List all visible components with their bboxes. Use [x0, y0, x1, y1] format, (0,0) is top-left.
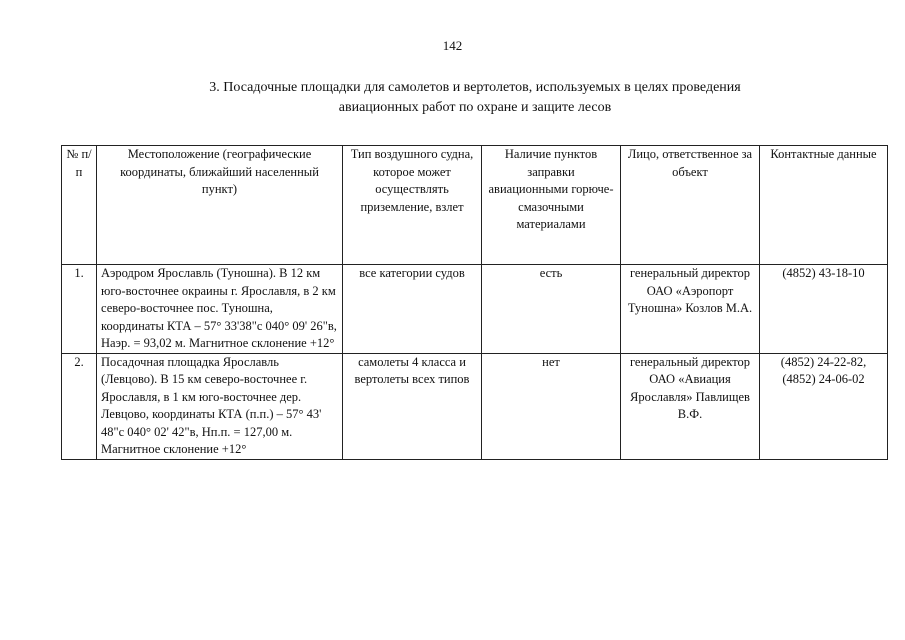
cell-location: Аэродром Ярославль (Туношна). В 12 км юго-восточнее окраины г. Ярославля, в 2 км северо-восточнее пос. Туношна, координаты КТА – 57° 33'38"с 040° 09' 26"в, Наэр. = 93,02 м. Магнитное склонение +12° — [97, 265, 343, 354]
cell-responsible-person: генеральный директор ОАО «Авиация Ярославля» Павлищев В.Ф. — [621, 353, 760, 459]
table-row — [62, 353, 888, 459]
cell-aircraft-type: все категории судов — [343, 265, 482, 354]
landing-sites-table — [61, 145, 888, 460]
header-responsible-person: Лицо, ответственное за объект — [621, 146, 760, 265]
header-fuel-points: Наличие пунктов заправки авиационными горюче-смазочными материалами — [482, 146, 621, 265]
section-title-line-1: 3. Посадочные площадки для самолетов и вертолетов, используемых в целях проведения — [209, 80, 741, 95]
page-number: 142 — [442, 38, 463, 53]
header-location: Местоположение (географические координаты, ближайший населенный пункт) — [97, 146, 343, 265]
cell-fuel-points: есть — [482, 265, 621, 354]
cell-aircraft-type: самолеты 4 класса и вертолеты всех типов — [343, 353, 482, 459]
cell-fuel-points: нет — [482, 353, 621, 459]
cell-contacts: (4852) 43-18-10 — [760, 265, 888, 354]
cell-number: 2. — [62, 353, 97, 459]
header-aircraft-type: Тип воздушного судна, которое может осуществлять приземление, взлет — [343, 146, 482, 265]
table-header-row — [62, 146, 888, 265]
section-title — [130, 78, 820, 118]
section-title-line-2: авиационных работ по охране и защите лесов — [338, 100, 612, 115]
cell-number: 1. — [62, 265, 97, 354]
header-contacts: Контактные данные — [760, 146, 888, 265]
cell-contacts: (4852) 24-22-82, (4852) 24-06-02 — [760, 353, 888, 459]
table-row — [62, 265, 888, 354]
header-number: № п/п — [62, 146, 97, 265]
cell-location: Посадочная площадка Ярославль (Левцово). В 15 км северо-восточнее г. Ярославля, в 1 км юго-восточнее дер. Левцово, координаты КТА (п.п.) – 57° 43' 48"с 040° 02' 42"в, Нп.п. = 127,00 м. Магнитное склонение +12° — [97, 353, 343, 459]
cell-responsible-person: генеральный директор ОАО «Аэропорт Туношна» Козлов М.А. — [621, 265, 760, 354]
